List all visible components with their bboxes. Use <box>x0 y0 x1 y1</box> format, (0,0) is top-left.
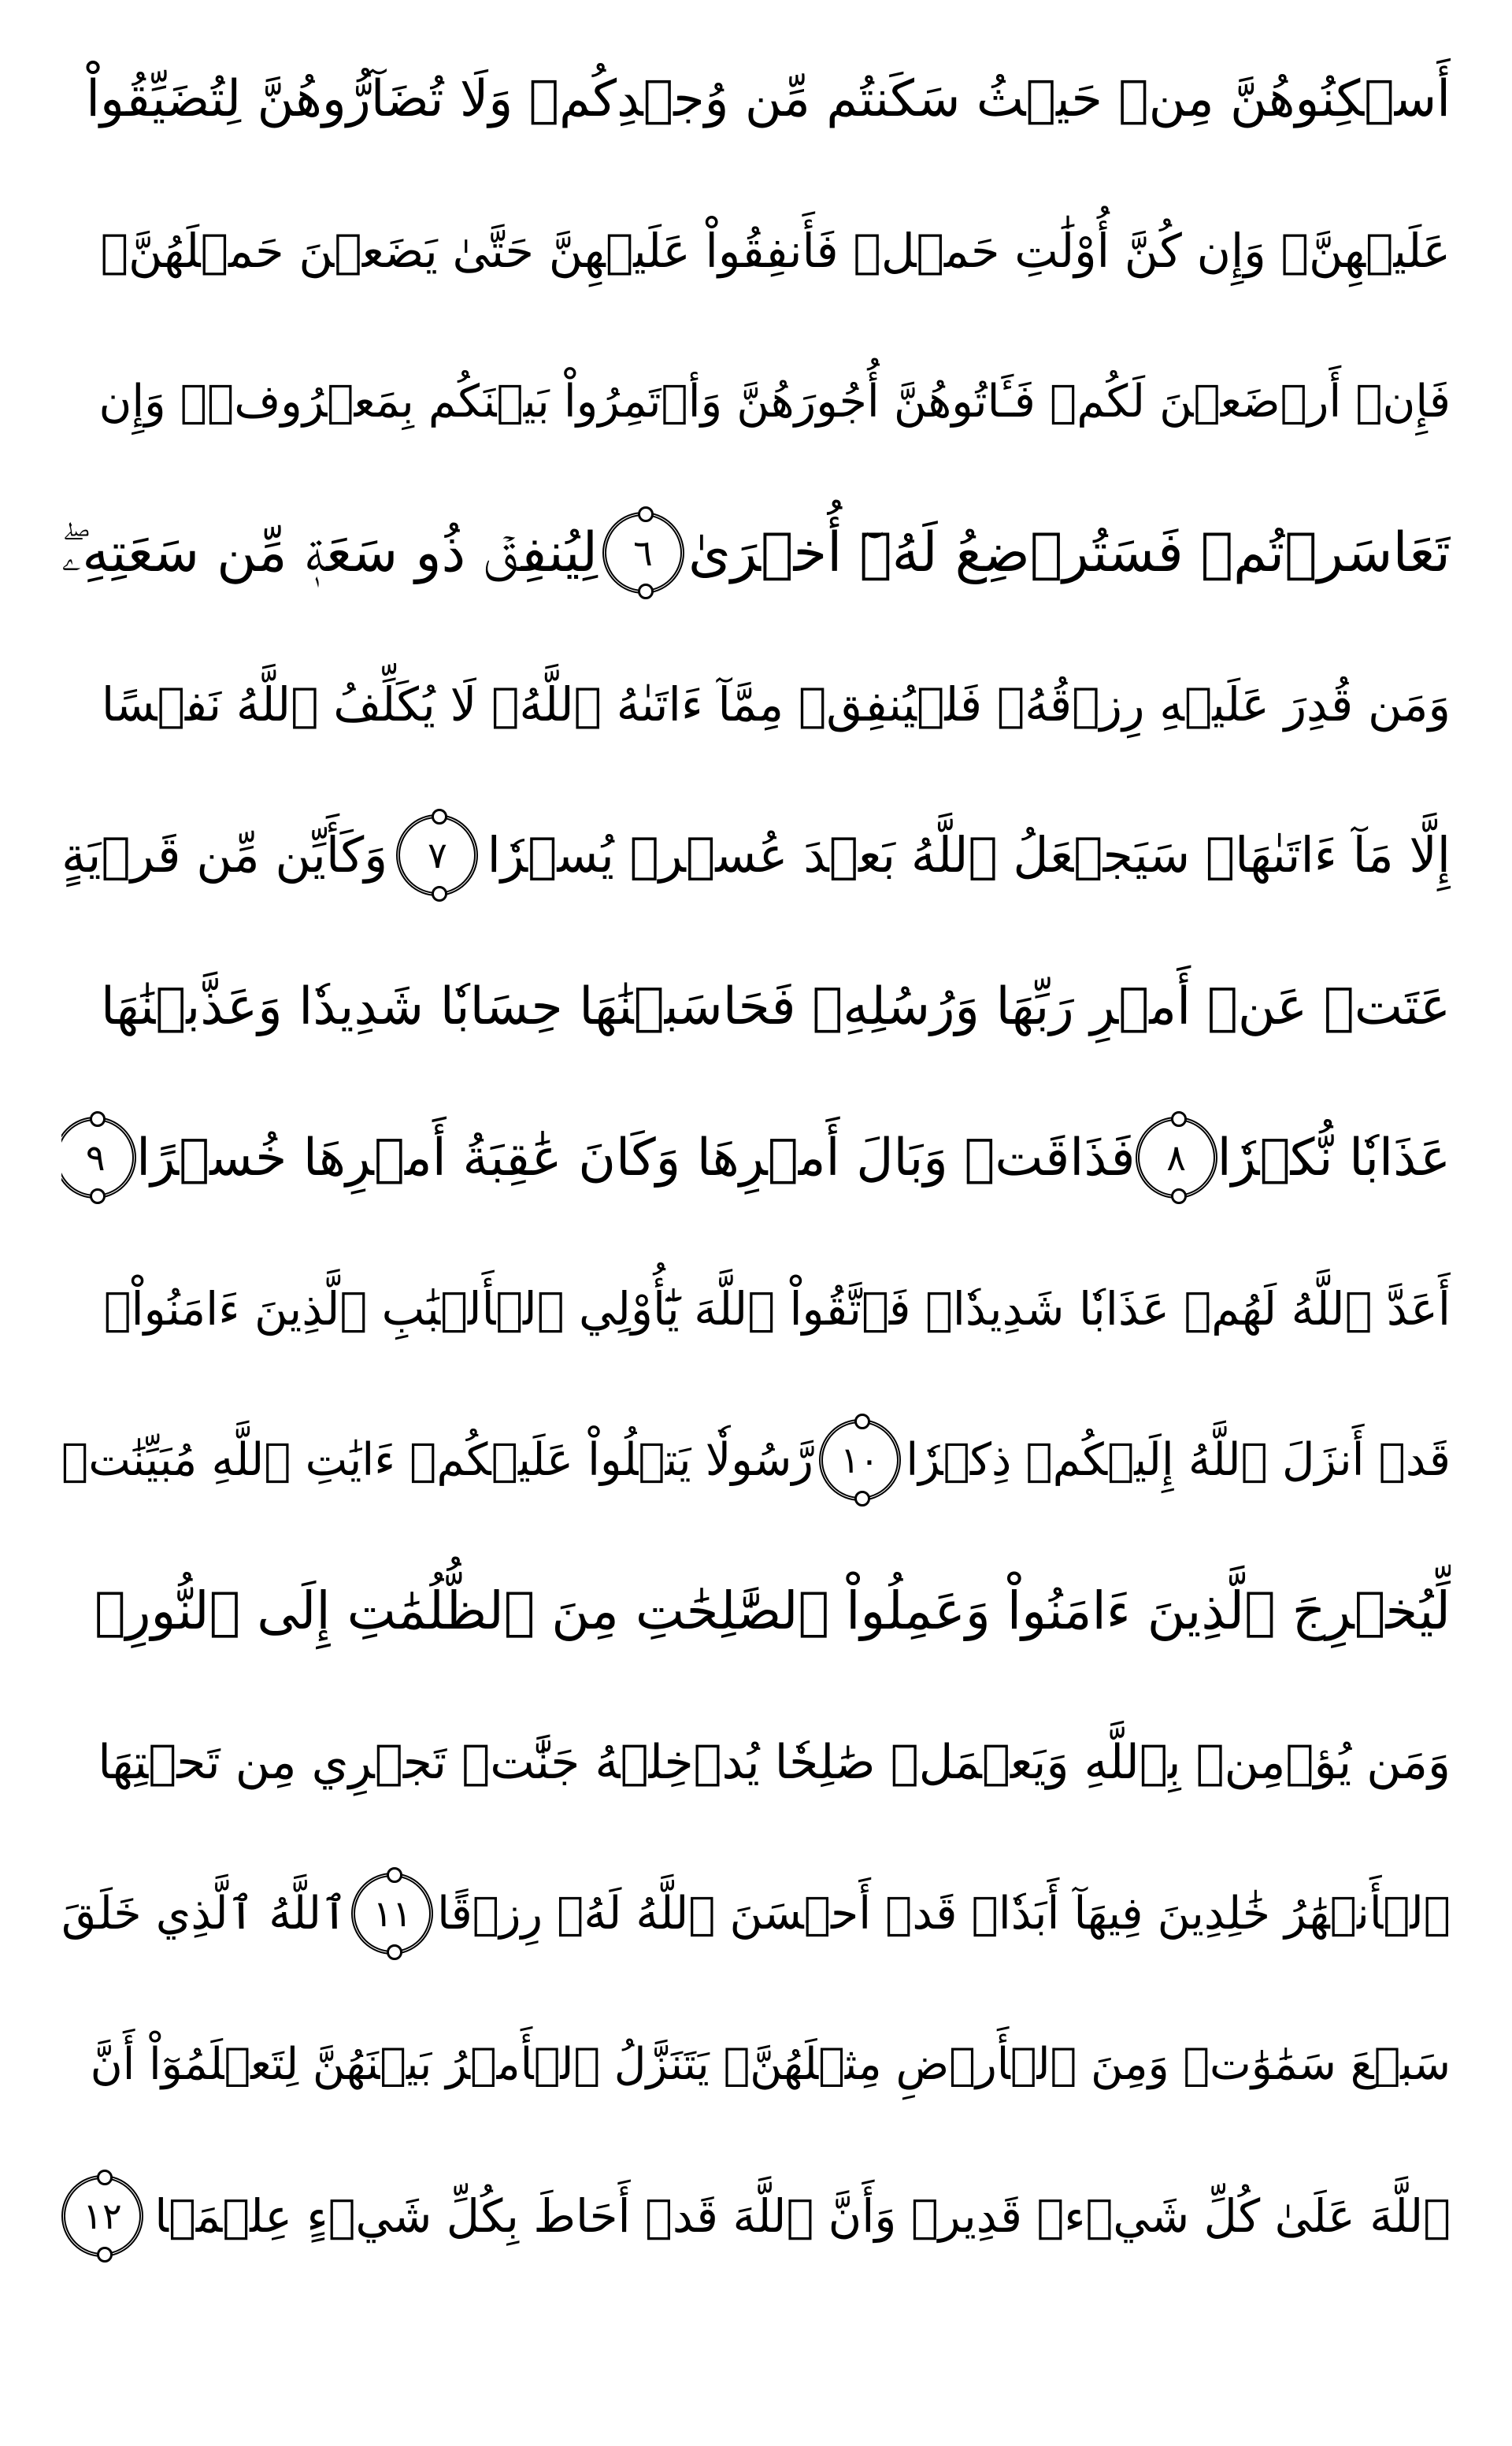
verse-text: عَذَابٗا نُّكۡرٗا <box>1217 1128 1451 1188</box>
text-line <box>61 1536 1451 1687</box>
ayah-number-marker: ١٠ <box>819 1419 901 1501</box>
text-line <box>61 1687 1451 1838</box>
text-line <box>61 1082 1451 1233</box>
verse-text: لِّيُخۡرِجَ ٱلَّذِينَ ءَامَنُواْ وَعَمِلُواْ ٱلصَّٰلِحَٰتِ مِنَ ٱلظُّلُمَٰتِ إِلَى ٱلنُّورِۚ <box>94 1581 1451 1641</box>
verse-text: عَلَيۡهِنَّۚ وَإِن كُنَّ أُوْلَٰتِ حَمۡلٖ فَأَنفِقُواْ عَلَيۡهِنَّ حَتَّىٰ يَضَعۡنَ حَمۡلَهُنَّۚ <box>100 223 1451 278</box>
text-line <box>61 1838 1451 1989</box>
text-line <box>61 477 1451 628</box>
verse-text: وَمَن قُدِرَ عَلَيۡهِ رِزۡقُهُۥ فَلۡيُنفِقۡ مِمَّآ ءَاتَىٰهُ ٱللَّهُۚ لَا يُكَلِّفُ ٱللَّهُ نَفۡسًا <box>101 676 1451 732</box>
ayah-number-marker: ٩ <box>61 1117 136 1199</box>
verse-text: ٱلۡأَنۡهَٰرُ خَٰلِدِينَ فِيهَآ أَبَدٗاۖ قَدۡ أَحۡسَنَ ٱللَّهُ لَهُۥ رِزۡقًا <box>437 1887 1451 1940</box>
verse-text: أَسۡكِنُوهُنَّ مِنۡ حَيۡثُ سَكَنتُم مِّن وُجۡدِكُمۡ وَلَا تُضَآرُّوهُنَّ لِتُضَيِّقُواْ <box>86 70 1451 128</box>
text-line <box>61 628 1451 780</box>
verse-text: تَعَاسَرۡتُمۡ فَسَتُرۡضِعُ لَهُۥٓ أُخۡرَىٰ <box>687 521 1451 584</box>
text-line <box>61 1384 1451 1536</box>
verse-text: ٱللَّهَ عَلَىٰ كُلِّ شَيۡءٖ قَدِيرٞ وَأَنَّ ٱللَّهَ قَدۡ أَحَاطَ بِكُلِّ شَيۡءٍ عِلۡمَۢا <box>154 2189 1451 2243</box>
ayah-number-marker: ١١ <box>351 1873 433 1955</box>
text-line <box>61 1989 1451 2140</box>
verse-text: إِلَّا مَآ ءَاتَىٰهَاۚ سَيَجۡعَلُ ٱللَّهُ بَعۡدَ عُسۡرٖ يُسۡرٗا <box>487 826 1451 884</box>
verse-text: لِيُنفِقۡ ذُو سَعَةٖ مِّن سَعَتِهِۦۖ <box>61 521 598 584</box>
verse-text: فَإِنۡ أَرۡضَعۡنَ لَكُمۡ فَـَٔاتُوهُنَّ أُجُورَهُنَّ وَأۡتَمِرُواْ بَيۡنَكُم بِمَعۡرُوفٖۖ وَإِن <box>98 375 1451 428</box>
ayah-number-marker: ٨ <box>1136 1117 1217 1199</box>
verse-text: قَدۡ أَنزَلَ ٱللَّهُ إِلَيۡكُمۡ ذِكۡرٗا <box>906 1433 1451 1486</box>
verse-text: عَتَتۡ عَنۡ أَمۡرِ رَبِّهَا وَرُسُلِهِۦ فَحَاسَبۡنَٰهَا حِسَابٗا شَدِيدٗا وَعَذَّبۡنَٰهَا <box>100 977 1451 1036</box>
text-line <box>61 2140 1451 2292</box>
text-line <box>61 24 1451 175</box>
text-line <box>61 780 1451 931</box>
verse-text-block <box>61 24 1451 2292</box>
verse-text: أَعَدَّ ٱللَّهُ لَهُمۡ عَذَابٗا شَدِيدٗاۖ فَٱتَّقُواْ ٱللَّهَ يَٰٓأُوْلِي ٱلۡأَلۡبَٰبِ ٱلَّذِينَ ءَامَنُواْۚ <box>103 1282 1451 1336</box>
ayah-number-marker: ٦ <box>602 512 684 594</box>
text-line <box>61 931 1451 1082</box>
text-line <box>61 1233 1451 1384</box>
ayah-number-marker: ٧ <box>396 814 478 896</box>
verse-text: وَمَن يُؤۡمِنۢ بِٱللَّهِ وَيَعۡمَلۡ صَٰلِحٗا يُدۡخِلۡهُ جَنَّٰتٖ تَجۡرِي مِن تَحۡتِهَا <box>98 1735 1451 1790</box>
text-line <box>61 326 1451 477</box>
ayah-number-marker: ١٢ <box>61 2175 143 2257</box>
text-line <box>61 175 1451 326</box>
verse-text: ٱللَّهُ ٱلَّذِي خَلَقَ <box>61 1887 348 1940</box>
verse-text: سَبۡعَ سَمَٰوَٰتٖ وَمِنَ ٱلۡأَرۡضِ مِثۡلَهُنَّۖ يَتَنَزَّلُ ٱلۡأَمۡرُ بَيۡنَهُنَّ لِتَعۡلَمُوٓاْ أَنَّ <box>90 2039 1451 2090</box>
verse-text: رَّسُولٗا يَتۡلُواْ عَلَيۡكُمۡ ءَايَٰتِ ٱللَّهِ مُبَيِّنَٰتٖ <box>61 1433 813 1486</box>
verse-text: فَذَاقَتۡ وَبَالَ أَمۡرِهَا وَكَانَ عَٰقِبَةُ أَمۡرِهَا خُسۡرًا <box>136 1128 1136 1188</box>
verse-text: وَكَأَيِّن مِّن قَرۡيَةٍ <box>61 826 388 884</box>
